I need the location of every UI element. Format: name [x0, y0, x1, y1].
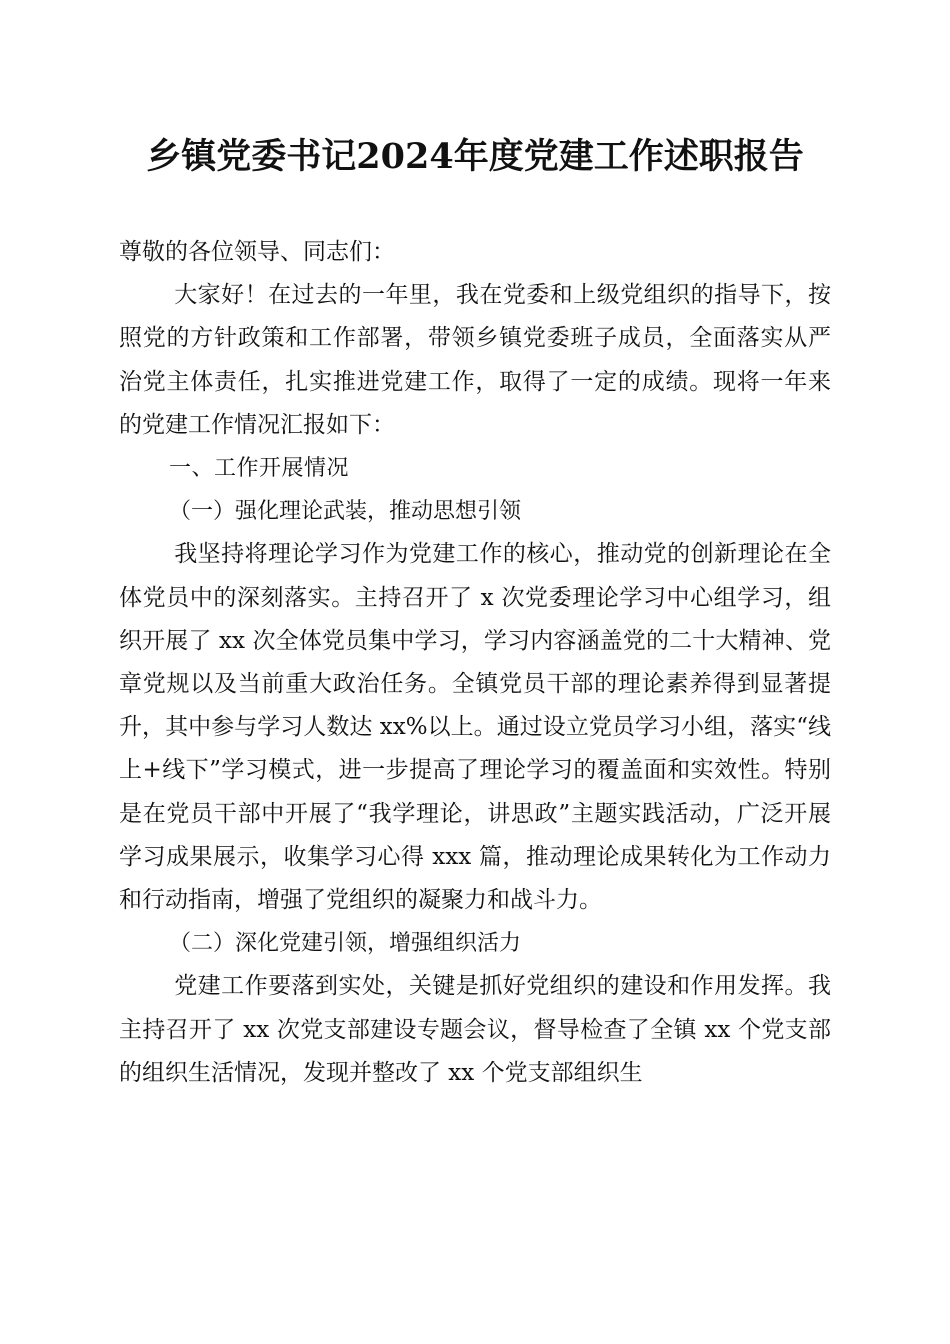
- intro-paragraph: 大家好！在过去的一年里，我在党委和上级党组织的指导下，按照党的方针政策和工作部署，带领乡镇党委班子成员，全面落实从严治党主体责任，扎实推进党建工作，取得了一定的成绩。现将一年来的党建工作情况汇报如下：: [119, 282, 831, 438]
- subsection-1-paragraph: 我坚持将理论学习作为党建工作的核心，推动党的创新理论在全体党员中的深刻落实。主持召开了 x 次党委理论学习中心组学习，组织开展了 xx 次全体党员集中学习，学习内容涵盖党的二十大精神、党章党规以及当前重大政治任务。全镇党员干部的理论素养得到显著提升，其中参与学习人数达 xx%以上。通过设立党员学习小组，落实“线上+线下”学习模式，进一步提高了理论学习的覆盖面和实效性。特别是在党员干部中开展了“我学理论，讲思政”主题实践活动，广泛开展学习成果展示，收集学习心得 xxx 篇，推动理论成果转化为工作动力和行动指南，增强了党组织的凝聚力和战斗力。: [119, 541, 831, 914]
- subsection-2-paragraph: 党建工作要落到实处，关键是抓好党组织的建设和作用发挥。我主持召开了 xx 次党支部建设专题会议，督导检查了全镇 xx 个党支部的组织生活情况，发现并整改了 xx 个党支部组织生: [119, 973, 831, 1086]
- section-heading-1: 一、工作开展情况: [169, 456, 350, 482]
- document-body: [119, 231, 831, 1095]
- subsection-heading-2: （二）深化党建引领，增强组织活力: [169, 931, 522, 957]
- document-title: 乡镇党委书记2024年度党建工作述职报告: [146, 136, 804, 177]
- salutation: 尊敬的各位领导、同志们：: [119, 239, 395, 265]
- subsection-heading-1: （一）强化理论武装，推动思想引领: [169, 499, 522, 525]
